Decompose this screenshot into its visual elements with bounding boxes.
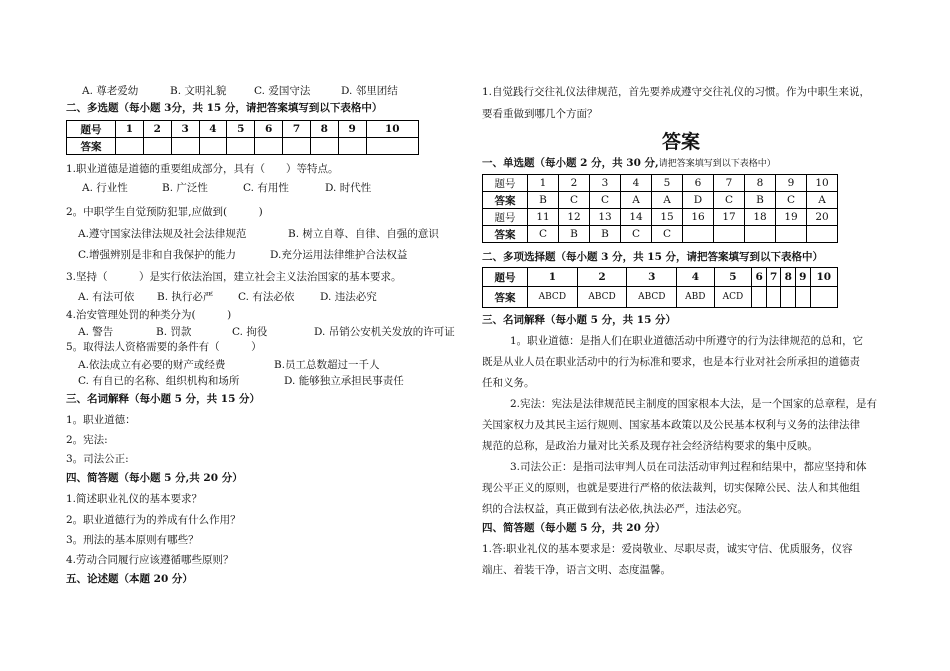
mq3-opt-b: B. 执行必严 xyxy=(157,291,214,303)
def-1-line-3: 任和义务。 xyxy=(482,377,535,389)
mq1-opt-c: C. 有用性 xyxy=(243,182,289,194)
term-3: 3。司法公正: xyxy=(66,453,129,465)
cell-num: 1 xyxy=(116,121,144,138)
q5-option-a: A. 尊老爱幼 xyxy=(82,85,139,97)
multi-answer-table xyxy=(66,120,419,155)
q5-option-b: B. 文明礼貌 xyxy=(170,85,227,97)
answer-cell: C xyxy=(621,226,652,243)
mq2-opt-d: D.充分运用法律维护合法权益 xyxy=(270,249,408,261)
cell-num: 6 xyxy=(752,268,767,287)
answer-cell: B xyxy=(559,226,590,243)
answer-cell[interactable] xyxy=(227,138,255,155)
mq3-text: 3.坚持（ ）是实行依法治国，建立社会主义法治国家的基本要求。 xyxy=(66,271,402,283)
cell-num: 20 xyxy=(807,209,838,226)
answer-section-3-title: 三、名词解释（每小题 5 分，共 15 分） xyxy=(482,314,677,326)
answer-cell: C xyxy=(559,192,590,209)
def-1-line-2: 既是从业人员在职业活动中的行为标准和要求，也是本行业对社会所承担的道德责 xyxy=(482,356,860,368)
cell-num: 8 xyxy=(745,175,776,192)
mq2-opt-b: B. 树立自尊、自律、自强的意识 xyxy=(288,228,439,240)
answer-cell: C xyxy=(528,226,559,243)
cell-num: 7 xyxy=(766,268,781,287)
mq4-opt-d: D. 吊销公安机关发放的许可证 xyxy=(314,326,455,338)
answer-cell[interactable] xyxy=(143,138,171,155)
row-label-ans: 答案 xyxy=(67,138,116,155)
answer-cell: B xyxy=(745,192,776,209)
cell-num: 9 xyxy=(338,121,366,138)
answer-cell[interactable] xyxy=(366,138,418,155)
cell-num: 15 xyxy=(652,209,683,226)
answer-cell xyxy=(683,226,714,243)
row-label-ans: 答案 xyxy=(483,287,528,308)
cell-num: 4 xyxy=(199,121,227,138)
cell-num: 10 xyxy=(810,268,837,287)
cell-num: 3 xyxy=(627,268,677,287)
row-label-ans: 答案 xyxy=(483,226,528,243)
answer-cell: B xyxy=(528,192,559,209)
cell-num: 5 xyxy=(227,121,255,138)
cell-num: 5 xyxy=(652,175,683,192)
answer-section-4-title: 四、简答题（每小题 5 分，共 20 分） xyxy=(482,522,666,534)
cell-num: 18 xyxy=(745,209,776,226)
essay-line-1: 1.自觉践行交往礼仪法律规范，首先要养成遵守交往礼仪的习惯。作为中职生来说， xyxy=(482,86,871,98)
answer-cell[interactable] xyxy=(310,138,338,155)
q5-option-c: C. 爱国守法 xyxy=(254,85,311,97)
cell-num: 4 xyxy=(677,268,714,287)
short-q-1: 1.简述职业礼仪的基本要求？ xyxy=(66,493,203,505)
answer-cell: ACD xyxy=(714,287,752,308)
cell-num: 14 xyxy=(621,209,652,226)
def-3-line-2: 现公平正义的原则，也就是要进行严格的依法裁判，切实保障公民、法人和其他组 xyxy=(482,482,860,494)
def-2-line-2: 关国家权力及其民主运行规则、国家基本政策以及公民基本权利与义务的法律法律 xyxy=(482,419,860,431)
cell-num: 1 xyxy=(528,268,578,287)
cell-num: 19 xyxy=(776,209,807,226)
section-3-title: 三、名词解释（每小题 5 分，共 15 分） xyxy=(66,393,261,405)
cell-num: 13 xyxy=(590,209,621,226)
answer-cell xyxy=(810,287,837,308)
mq2-opt-a: A.遵守国家法律法规及社会法律规范 xyxy=(78,228,247,240)
cell-num: 7 xyxy=(714,175,745,192)
cell-num: 9 xyxy=(796,268,811,287)
cell-num: 7 xyxy=(283,121,311,138)
mq4-opt-c: C. 拘役 xyxy=(232,326,268,338)
mq5-opt-d: D. 能够独立承担民事责任 xyxy=(284,375,404,387)
answer-cell[interactable] xyxy=(255,138,283,155)
mq5-opt-a: A.依法成立有必要的财产或经费 xyxy=(78,359,226,371)
answer-section-1-title xyxy=(482,156,776,171)
q5-option-d: D. 邻里团结 xyxy=(341,85,398,97)
mq5-opt-c: C. 有自已的名称、组织机构和场所 xyxy=(78,375,240,387)
answer-cell xyxy=(807,226,838,243)
answer-cell: A xyxy=(621,192,652,209)
answer-cell[interactable] xyxy=(338,138,366,155)
answer-cell: C xyxy=(776,192,807,209)
mq1-opt-b: B. 广泛性 xyxy=(162,182,208,194)
answer-cell xyxy=(745,226,776,243)
essay-line-2: 要看重做到哪几个方面？ xyxy=(482,108,598,120)
short-q-2: 2。职业道德行为的养成有什么作用？ xyxy=(66,514,241,526)
mq1-text: 1.职业道德是道德的重要组成部分，具有（ ）等特点。 xyxy=(66,163,339,175)
def-2-line-1: 2.宪法：宪法是法律规范民主制度的国家根本大法，是一个国家的总章程，是有 xyxy=(510,398,878,410)
mq1-opt-a: A. 行业性 xyxy=(82,182,128,194)
def-3-line-1: 3.司法公正：是指司法审判人员在司法活动审判过程和结果中，都应坚持和体 xyxy=(510,461,867,473)
answer-cell: C xyxy=(652,226,683,243)
single-choice-answer-table xyxy=(482,174,838,243)
mq5-opt-b: B.员工总数超过一千人 xyxy=(274,359,380,371)
cell-num: 10 xyxy=(807,175,838,192)
answer-1-line-2: 端庄、着装干净，语言文明、态度温馨。 xyxy=(482,564,671,576)
cell-num: 1 xyxy=(528,175,559,192)
answer-section-1-bold: 一、单选题（每小题 2 分，共 30 分, xyxy=(482,157,659,169)
mq4-opt-a: A. 警告 xyxy=(78,326,114,338)
answer-cell: C xyxy=(714,192,745,209)
answer-cell: ABCD xyxy=(528,287,578,308)
def-1-line-1: 1。职业道德：是指人们在职业道德活动中所遵守的行为法律规范的总和，它 xyxy=(510,335,864,347)
cell-num: 4 xyxy=(621,175,652,192)
answer-cell[interactable] xyxy=(199,138,227,155)
cell-num: 16 xyxy=(683,209,714,226)
cell-num: 17 xyxy=(714,209,745,226)
cell-num: 2 xyxy=(577,268,627,287)
answer-cell[interactable] xyxy=(283,138,311,155)
answer-cell xyxy=(781,287,796,308)
mq3-opt-c: C. 有法必依 xyxy=(238,291,295,303)
term-1: 1。职业道德： xyxy=(66,414,136,426)
answer-cell: ABD xyxy=(677,287,714,308)
answer-cell xyxy=(766,287,781,308)
row-label-num: 题号 xyxy=(483,209,528,226)
cell-num: 8 xyxy=(781,268,796,287)
answer-cell xyxy=(752,287,767,308)
row-label-num: 题号 xyxy=(67,121,116,138)
short-q-3: 3。刑法的基本原则有哪些？ xyxy=(66,534,199,546)
cell-num: 9 xyxy=(776,175,807,192)
answer-cell: A xyxy=(807,192,838,209)
answer-cell: D xyxy=(683,192,714,209)
multi-choice-answer-table xyxy=(482,267,838,308)
mq3-opt-a: A. 有法可依 xyxy=(78,291,135,303)
mq4-opt-b: B. 罚款 xyxy=(156,326,192,338)
answer-cell[interactable] xyxy=(116,138,144,155)
answer-cell: B xyxy=(590,226,621,243)
answer-cell xyxy=(796,287,811,308)
mq3-opt-d: D. 违法必究 xyxy=(320,291,377,303)
row-label-ans: 答案 xyxy=(483,192,528,209)
cell-num: 12 xyxy=(559,209,590,226)
cell-num: 3 xyxy=(590,175,621,192)
cell-num: 6 xyxy=(255,121,283,138)
answer-title: 答案 xyxy=(662,131,701,153)
row-label-num: 题号 xyxy=(483,268,528,287)
mq2-opt-c: C.增强辨别是非和自我保护的能力 xyxy=(78,249,236,261)
answer-cell[interactable] xyxy=(171,138,199,155)
answer-cell xyxy=(714,226,745,243)
def-3-line-3: 织的合法权益，真正做到有法必依,执法必严，违法必究。 xyxy=(482,503,748,515)
answer-cell: ABCD xyxy=(627,287,677,308)
term-2: 2。宪法: xyxy=(66,434,108,446)
row-label-num: 题号 xyxy=(483,175,528,192)
cell-num: 11 xyxy=(528,209,559,226)
answer-cell: C xyxy=(590,192,621,209)
answer-section-2-title: 二、多项选择题（每小题 3 分，共 15 分，请把答案填写到以下表格中） xyxy=(482,251,824,263)
mq2-text: 2。中职学生自觉预防犯罪,应做到( ) xyxy=(66,206,263,218)
def-2-line-3: 规范的总称，是政治力量对比关系及现存社会经济结构要求的集中反映。 xyxy=(482,440,818,452)
cell-num: 10 xyxy=(366,121,418,138)
short-q-4: 4.劳动合同履行应该遵循哪些原则？ xyxy=(66,554,234,566)
section-5-title: 五、论述题（本题 20 分） xyxy=(66,573,193,585)
answer-cell: A xyxy=(652,192,683,209)
mq5-text: 5。取得法人资格需要的条件有（ ） xyxy=(66,341,262,353)
answer-cell xyxy=(776,226,807,243)
cell-num: 6 xyxy=(683,175,714,192)
cell-num: 2 xyxy=(143,121,171,138)
cell-num: 3 xyxy=(171,121,199,138)
mq1-opt-d: D. 时代性 xyxy=(325,182,372,194)
mq4-text: 4.治安管理处罚的种类分为( ) xyxy=(66,309,232,321)
section-2-title: 二、多选题（每小题 3分，共 15 分，请把答案填写到以下表格中） xyxy=(66,102,383,114)
section-4-title: 四、简答题（每小题 5 分,共 20 分） xyxy=(66,472,243,484)
answer-1-line-1: 1.答:职业礼仪的基本要求是：爱岗敬业、尽职尽责，诚实守信、优质服务，仪容 xyxy=(482,543,853,555)
cell-num: 8 xyxy=(310,121,338,138)
answer-cell: ABCD xyxy=(577,287,627,308)
cell-num: 2 xyxy=(559,175,590,192)
answer-section-1-rest: 请把答案填写到以下表格中） xyxy=(658,159,776,169)
cell-num: 5 xyxy=(714,268,752,287)
